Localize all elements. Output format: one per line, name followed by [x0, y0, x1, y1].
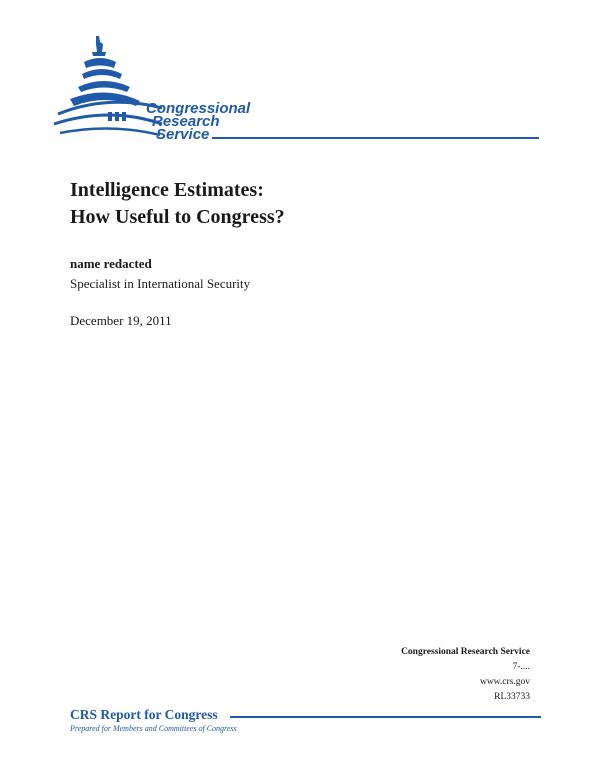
author-position: Specialist in International Security: [70, 276, 251, 291]
logo-line-3: Service: [156, 126, 210, 143]
dome-icon: [84, 58, 116, 68]
footer-title: CRS Report for Congress: [70, 707, 218, 722]
footer-subtitle: Prepared for Members and Committees of Congress: [70, 724, 237, 733]
crs-report-number: RL33733: [494, 692, 530, 702]
crs-logo-text: [146, 102, 250, 141]
crs-org-name: Congressional Research Service: [401, 647, 530, 657]
logo-rule: [212, 137, 539, 139]
report-title: [70, 177, 285, 231]
statue-icon: [96, 36, 103, 52]
crs-contact-block: [401, 645, 530, 705]
crs-phone: 7-....: [512, 662, 530, 672]
footer-rule: [230, 716, 541, 718]
title-line-2: How Useful to Congress?: [70, 206, 285, 228]
crs-capitol-dome-logo: [52, 32, 552, 147]
crs-website: www.crs.gov: [479, 677, 530, 687]
report-date: December 19, 2011: [70, 313, 172, 328]
author-name: name redacted: [70, 256, 152, 271]
logo-line-2: Research: [152, 113, 220, 130]
logo-line-1: Congressional: [146, 100, 251, 117]
title-line-1: Intelligence Estimates:: [70, 179, 264, 201]
